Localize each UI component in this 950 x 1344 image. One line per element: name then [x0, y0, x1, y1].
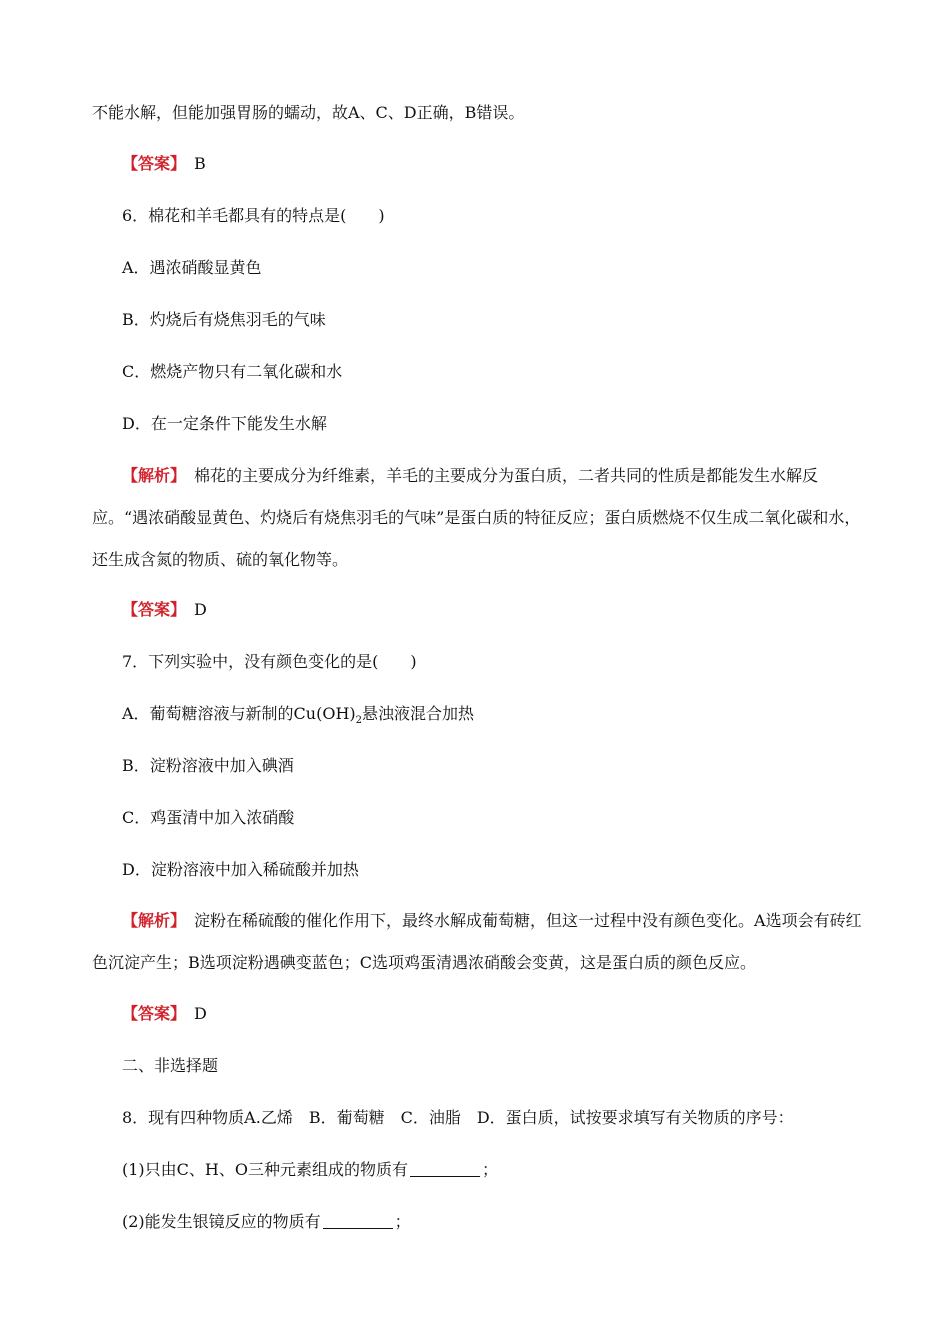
- answer-tag: 【答案】: [122, 154, 187, 173]
- option-a-pre: A．葡萄糖溶液与新制的Cu(OH): [122, 704, 356, 723]
- answer-line: [122, 600, 858, 620]
- option-a-post: 悬浊液混合加热: [362, 704, 475, 723]
- option-d: D．在一定条件下能发生水解: [122, 414, 327, 433]
- option-c: C．燃烧产物只有二氧化碳和水: [122, 362, 343, 381]
- option-a: [122, 704, 858, 731]
- text-line: 不能水解，但能加强胃肠的蠕动，故A、C、D正确，B错误。: [92, 103, 525, 122]
- question-8-part-1: [122, 1160, 858, 1180]
- part-end: ；: [481, 1160, 498, 1179]
- answer-line: [122, 1004, 858, 1024]
- answer-value: D: [194, 1004, 207, 1023]
- part-text: (2)能发生银镜反应的物质有: [122, 1212, 321, 1231]
- option-b: B．灼烧后有烧焦羽毛的气味: [122, 310, 326, 329]
- explanation-6: [92, 455, 862, 581]
- answer-tag: 【答案】: [122, 600, 187, 619]
- explanation-tag: 【解析】: [122, 911, 187, 930]
- part-end: ；: [394, 1212, 411, 1231]
- answer-blank[interactable]: [323, 1214, 393, 1229]
- answer-line: [122, 154, 858, 174]
- explanation-text: 棉花的主要成分为纤维素，羊毛的主要成分为蛋白质，二者共同的性质是都能发生水解反应。“遇浓硝酸显黄色、灼烧后有烧焦羽毛的气味”是蛋白质的特征反应；蛋白质燃烧不仅生成二氧化碳和水，还生成含氮的物质、硫的氧化物等。: [92, 466, 861, 569]
- subscript: 2: [355, 715, 363, 727]
- answer-value: B: [194, 154, 206, 173]
- option-b: B．淀粉溶液中加入碘酒: [122, 756, 294, 775]
- answer-value: D: [194, 600, 207, 619]
- option-c: C．鸡蛋清中加入浓硝酸: [122, 808, 295, 827]
- question-6: 6．棉花和羊毛都具有的特点是( ): [122, 206, 385, 225]
- option-d: D．淀粉溶液中加入稀硫酸并加热: [122, 860, 359, 879]
- explanation-text: 淀粉在稀硫酸的催化作用下，最终水解成葡萄糖，但这一过程中没有颜色变化。A选项会有砖红色沉淀产生；B选项淀粉遇碘变蓝色；C选项鸡蛋清遇浓硝酸会变黄，这是蛋白质的颜色反应。: [92, 911, 862, 972]
- part-text: (1)只由C、H、O三种元素组成的物质有: [122, 1160, 408, 1179]
- explanation-tag: 【解析】: [122, 466, 187, 485]
- question-8-part-2: [122, 1212, 858, 1232]
- question-7: 7．下列实验中，没有颜色变化的是( ): [122, 652, 417, 671]
- question-8: 8．现有四种物质A.乙烯 B．葡萄糖 C．油脂 D．蛋白质，试按要求填写有关物质的序号：: [122, 1108, 794, 1127]
- answer-tag: 【答案】: [122, 1004, 187, 1023]
- explanation-7: [92, 900, 862, 984]
- option-a: A．遇浓硝酸显黄色: [122, 258, 262, 277]
- section-heading: 二、非选择题: [122, 1056, 219, 1075]
- answer-blank[interactable]: [410, 1162, 480, 1177]
